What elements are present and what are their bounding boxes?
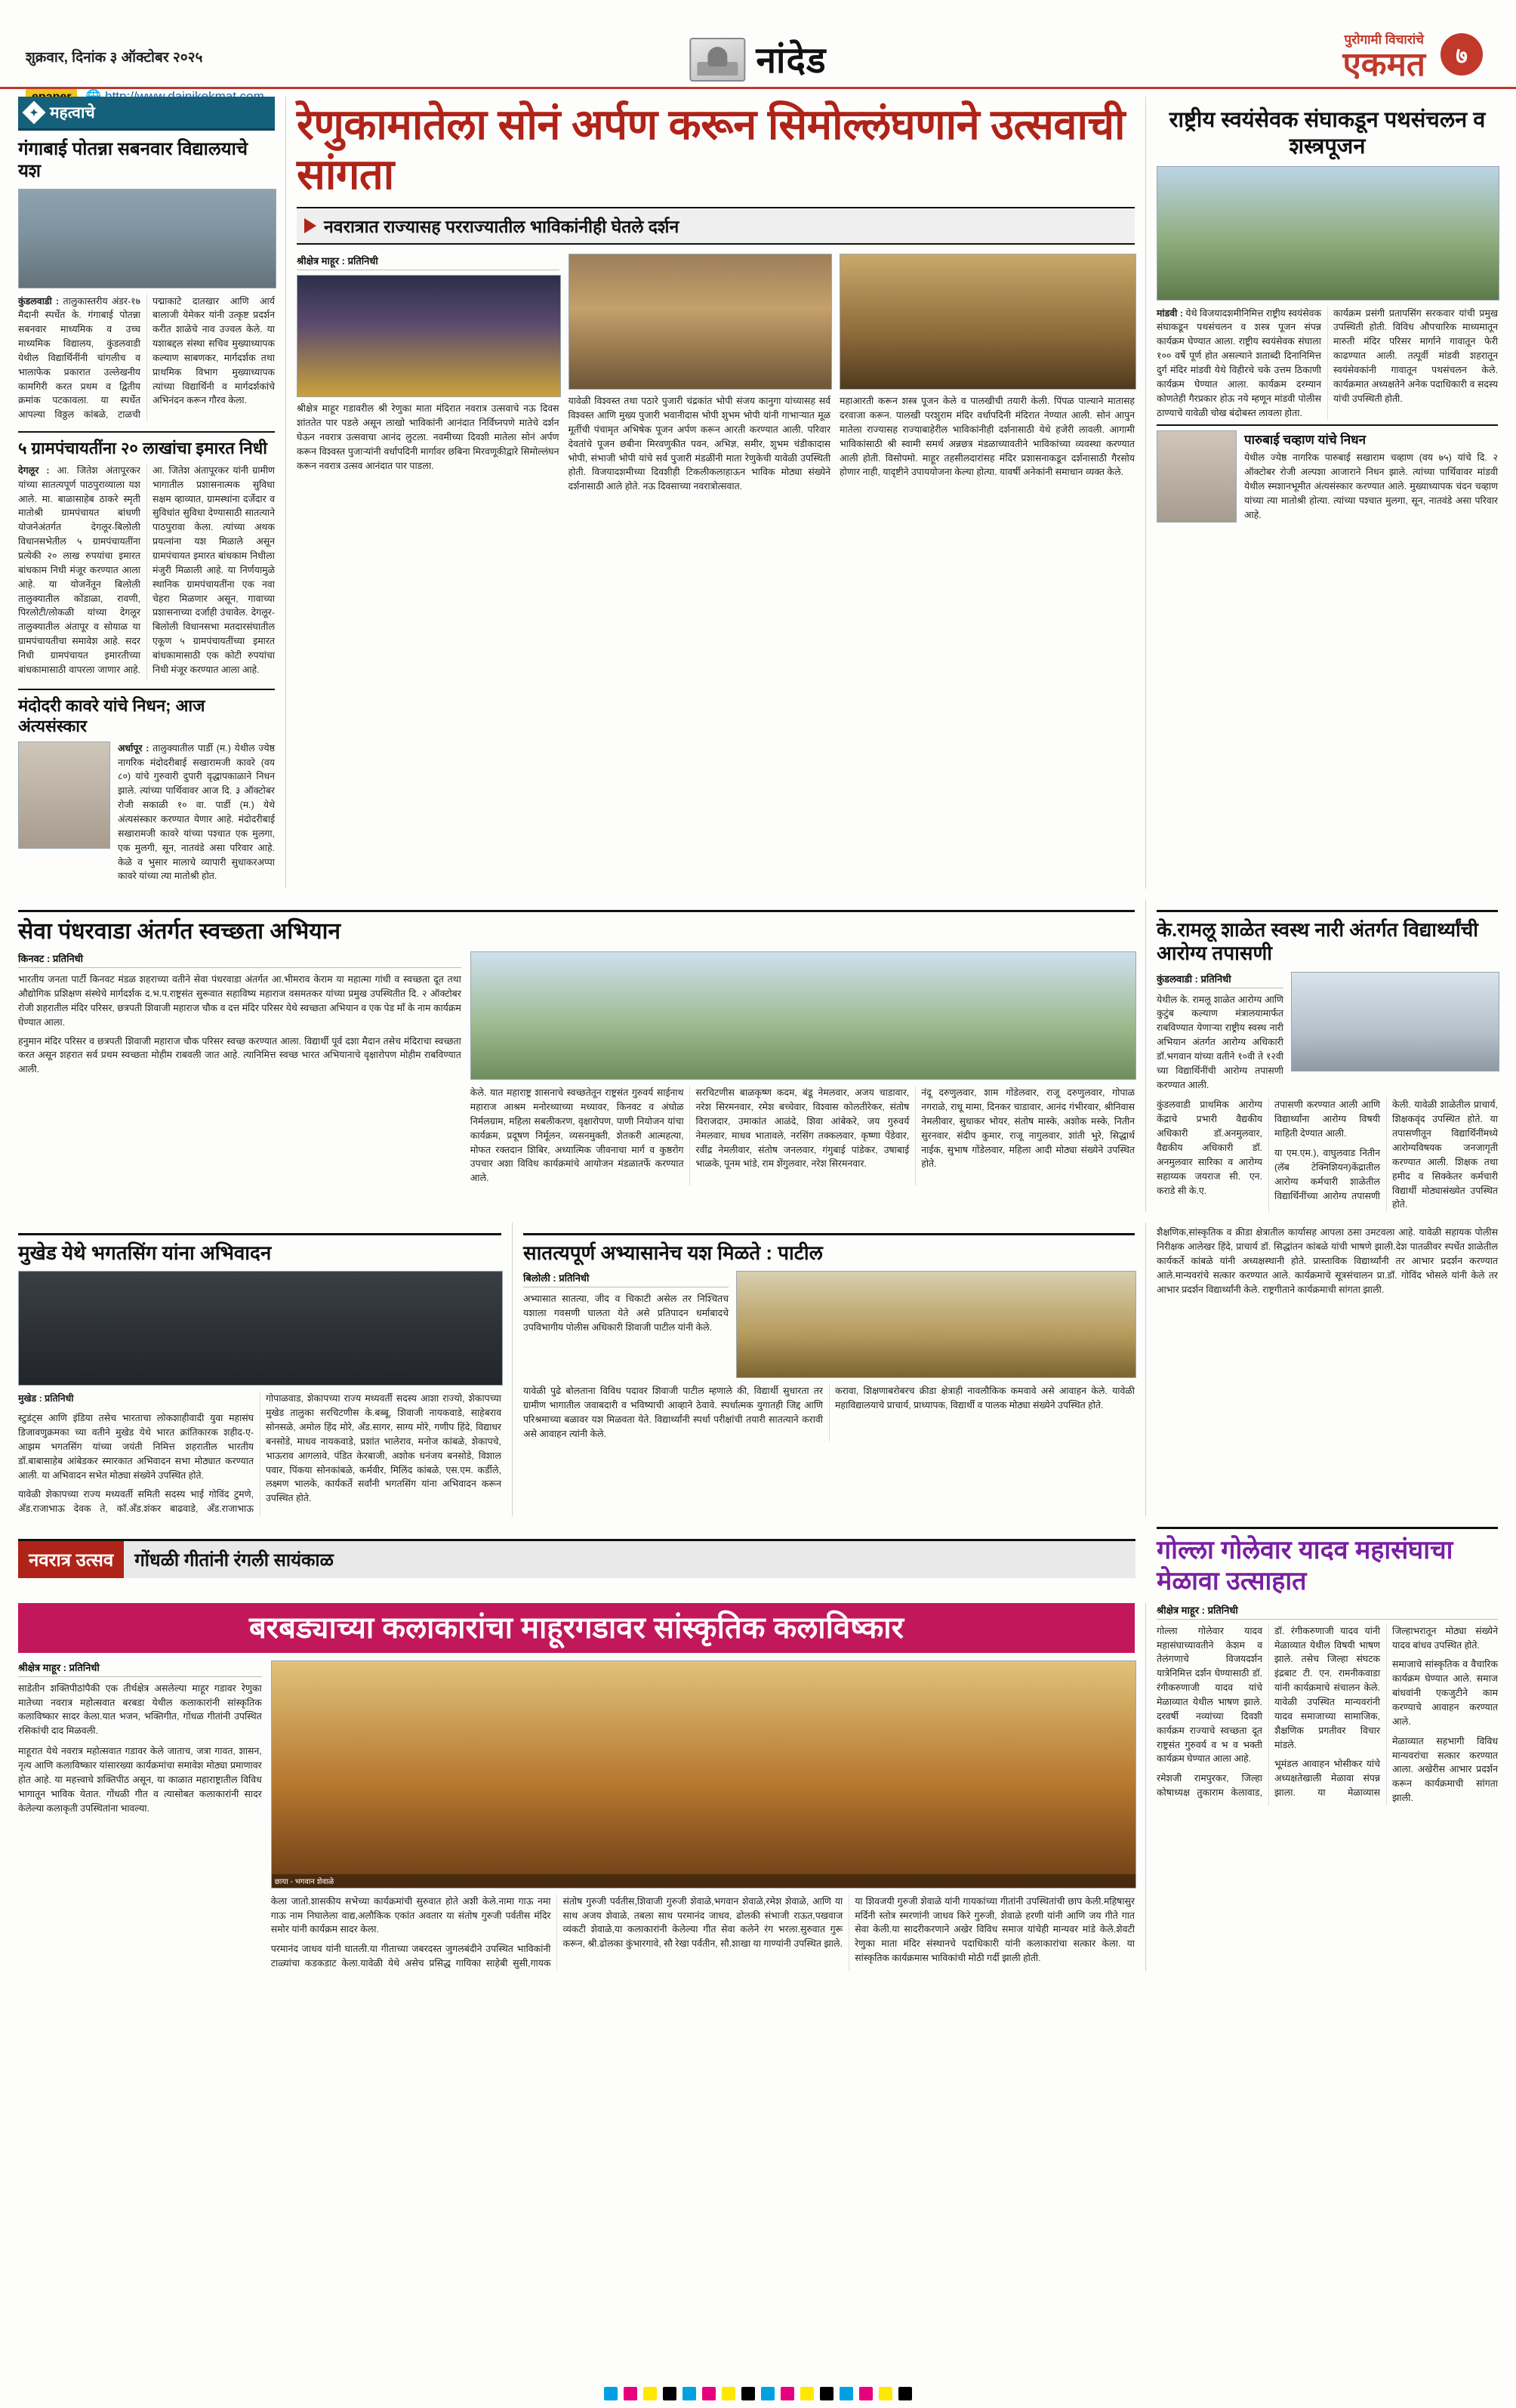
culture-body-cols — [271, 1895, 1135, 1971]
school-story — [1145, 899, 1498, 1212]
seva-body-cols — [470, 1086, 1135, 1186]
cmyk-swatch — [820, 2387, 833, 2400]
cmyk-swatch — [840, 2387, 853, 2400]
golla-col4: समाजाचे सांस्कृतिक व वैचारिक कार्यक्रम घेण्यात आले. समाज बांधवांनी एकजुटीने काम करण्याचे आवाहन करण्यात आले. — [1392, 1659, 1498, 1727]
culture-col4: परमानंद जाधव यांनी घातली.या गीताच्या जबरदस्त जुगलबंदीने उपस्थित भाविकांनी टाळ्यांचा कडकडाट केला.यावेळी येथे असेच प्रसिद्ध गायिका साहेबी सुसी,गायक संतोष गुरुजी पर्वतीस,शिवाजी गुरुजी शेवाळे,भगवान शेवाळे,रमेश शेवाळे, आणि या साथ अजय शेवाळे, तबला साथ परमानंद जाधव, ढोलकी संभाजी राऊत,पखवाज व्यंकटी शेवाळे,या कलाकारांनी केलेल्या गीत सेवा कलेने रंग भरला.सुरुवात गुरू करून, श्री.ढोलका कुंभारगावे, सौ रेखा पर्वतीन, सौ.शाखा या गाण्यांनी उपस्थित झाले. — [270, 1895, 843, 1969]
seva-col5: नंदू दरुणुलवार, शाम गोंडेलवार, राजू दरुणुलवार, गोपाळ नगराळे, राधू मामा, दिनकर चाडावार, आनंद गंभीरवार, श्रीनिवास नेमलीवार, सुधाकर भोयर, संतोष मास्के, अशोक मस्के, नितीन सुरनवार, संदीप कुमार, राजू नागुलवार, शांती भुरे, सिद्धार्थ नाईक, सुभाष गोंडेलवार, महिला आदी मोठ्या संख्येने उपस्थित होते. — [921, 1087, 1135, 1170]
main-procession-photo — [568, 254, 833, 390]
left-story2-text: आ. जितेश अंतापूरकर यांच्या सातत्यपूर्ण पाठपुराव्याला यश आले. मा. बाळासाहेब ठाकरे स्मृती मातोश्री ग्रामपंचायत बांधणी योजनेअंतर्गत देगलूर-बिलोली विधानसभेतील ५ ग्रामपंचायतींना प्रत्येकी २० लाख रुपयांचा इमारत बांधकाम निधी मंजूर करण्यात आला आहे. या योजनेंतून बिलोली तालुक्यातील कोंडाळा, रावणी, पिरलोटी/लोकळी यांच्या देगलूर तालुक्यातील अंतापूर व सोयाळ या ग्रामपंचायतीचा समावेश आहे. सदर निधी ग्रामपंचायत इमारतीच्या बांधकामासाठी वापरला जाणार आहे. आ. जितेश अंतापूरकर यांनी ग्रामीण भागातील प्रशासनात्मक सुविधा सक्षम व्हाव्यात, ग्रामस्थांना दर्जेदार व सुविधांत सुविधा देण्यासाठी सातत्याने पाठपुरावा केला. त्यांच्या अथक प्रयत्नांना यश मिळाले असून ग्रामपंचायत इमारत बांधकाम निधीला मंजुरी मिळाली आहे. या निर्णयामुळे स्थानिक ग्रामपंचायतींना एक नवा चेहरा मिळणार असून, गावाच्या प्रशासनाच्या दर्जाही उंचावेल. देगलूर-बिलोली विधानसभा मतदारसंघातील एकूण ५ ग्रामपंचायतींच्या इमारत बांधकामासाठी एक कोटी रुपयांचा निधी मंजूर करण्यात आला आहे. — [18, 464, 275, 675]
main-subbanner — [297, 207, 1135, 245]
masthead-brand — [1342, 30, 1425, 81]
school-col4: या एम.एम.), वाघुलवाड नितीन (लॅब टेक्निशियन)केंद्रातील आरोग्य कर्मचारी शाळेतील विद्यार्थिनींच्या आरोग्य तपासणी केली. यावेळी शाळेतील प्राचार्य, शिक्षकवृंद उपस्थित होते. या तपासणीतून विद्यार्थिनींमध्ये आरोग्यविषयक जनजागृती करण्यात आली. शिक्षक तथा हमीद व सिक्केतर कर्मचारी विद्यार्थी मोठ्यासंख्येत उपस्थित होते. — [1274, 1099, 1498, 1210]
rss-body — [1157, 307, 1498, 421]
obit-portrait-photo — [1157, 430, 1237, 523]
temple-emblem-icon — [689, 38, 745, 82]
patil-col1: अभ्यासात सातत्या, जीद व चिकाटी असेल तर निश्चितच यशाला गवसणी घालता येते असे प्रतिपादन धर्माबादचे उपविभागीय पोलीस अधिकारी शिवाजी पाटील यांनी केले. — [523, 1293, 729, 1333]
school-col1: येथील के. रामलू शाळेत आरोग्य आणि कुटुंब कल्याण मंत्रालयामार्फत राबविण्यात येणाऱ्या राष्ट्रीय स्वस्थ नारी अभियान अंतर्गत आरोग्य अधिकारी डॉ.भगवान यांच्या वतीने १०वी ते १२वी च्या विद्यार्थिनींची आरोग्य तपासणी करण्यात आली. — [1157, 994, 1283, 1090]
third-block — [18, 1222, 1498, 1516]
important-bar — [18, 97, 275, 131]
culture-col2: माहूरात येथे नवरात्र महोत्सवात गडावर केले जाताच, जत्रा गावत, शासन, नृत्य आणि कलाविष्कार यांसारख्या कार्यक्रमांचा समावेश मोठ्या प्रमाणावर होत आहे. या महत्त्वाचे शक्तिपीठ असून, या काळात महाराष्ट्रातील विविध भागातून भाविक येतात. गोंधळी गीत व त्यासोबत कलाकारांनी सादर केलेल्या कलाकृती उपस्थितांना भावल्या. — [18, 1746, 262, 1814]
cmyk-swatch — [722, 2387, 735, 2400]
seva-story — [18, 899, 1135, 1212]
cmyk-registration-bar — [0, 2387, 1516, 2400]
edition-city: नांदेड — [756, 41, 827, 81]
left-story2-body — [18, 464, 275, 680]
important-bar-label: महत्वाचे — [50, 104, 95, 122]
golla-col1: गोल्ला गोलेवार यादव महासंघाच्यावतीने केशम व तेलंगणाचे विजयदर्शन यात्रेनिमित्त दर्शन घेण्यासाठी डॉ. रंगीकरुणाजी यादव यांचे मेळाव्यात येथील भाषण झाले. दरवर्षी नव्यांच्या दिवशी कार्यक्रम राज्याचे स्वच्छता दूत राष्ट्रसंत गुरुवर्य व भ व भक्ती कार्यक्रम घेण्यात आला आहे. — [1157, 1625, 1262, 1765]
patil-col3: करावा, शिक्षणाबरोबरच क्रीडा क्षेत्राही नावलौकिक कमवावे असे आवाहन केले. यावेळी महाविद्यालयाचे प्राचार्य, प्राध्यापक, विद्यार्थी व पालक मोठ्या संख्येने उपस्थित होते. — [835, 1386, 1135, 1411]
patil-body-cols — [523, 1384, 1135, 1441]
main-story — [285, 97, 1135, 889]
cmyk-swatch — [761, 2387, 775, 2400]
golla-col3: भूमंडल आवाहन भोसीकर यांचे अध्यक्षतेखाली मेळावा संपन्न झाला. या मेळाव्यास जिल्हाभरातून मोठ्या संख्येने यादव बांधव उपस्थित होते. — [1274, 1625, 1498, 1799]
culture-story — [18, 1603, 1135, 1971]
school-col2: कुंडलवाडी प्राथमिक आरोग्य केंद्राचे प्रभारी वैद्यकीय अधिकारी डॉ.अनमुलवार, वैद्यकीय अधिकारी डॉ. अनमुलवार सारिका व आरोग्य सहाय्यक जयराज सी. एन. कराडे सी के.ए. — [1157, 1099, 1262, 1196]
patil-story — [512, 1222, 1135, 1516]
bottom-block — [18, 1603, 1498, 1971]
seva-col4: सरचिटणीस बाळकृष्ण कदम, बंडू नेमलवार, अजय चाडावार, नरेश सिरमनवार, रमेश बच्चेवार, विश्वास कोलतीरेकर, संतोष विराजदार, उमाकांत आळंदे, शिवा आंबेकरे, जय गुरुवर्य नेमलवार, माधव भातावले, नरसिंग तक्कलवार, कृष्णा पेंडेवार, रवींद्र नेमलीवार, संतोष जनलवार, गंगुबाई पांडेकर, उषाबाई भाळके, पूनम भांडे, राम शेंगुलवार, नरेश सिरमनवार. — [695, 1087, 910, 1170]
top-block — [18, 97, 1498, 889]
mukhed-story — [18, 1222, 501, 1516]
page-number: ७ — [1441, 33, 1483, 76]
left-story3-text: तालुक्यातील पार्डी (म.) येथील ज्येष्ठ नागरिक मंदोदरीबाई सखारामजी कावरे (वय ८०) यांचे गुरुवारी दुपारी वृद्धापकाळाने निधन झाले. त्यांच्या पार्थिवावर आज दि. ३ ऑक्टोबर रोजी सकाळी १० वा. पार्डी (म.) येथे अंत्यसंस्कार करण्यात येणार आहे. मंदोदरीबाई सखारामजी कावरे यांच्या पश्चात एक मुलगा, एक मुलगी, सून, नातवंडे असा परिवार आहे. केळे व भुसार मालाचे व्यापारी सुधाकरअप्पा कावरे यांच्या त्या मातोश्री होत. — [118, 742, 275, 882]
seva-dateline: किनवट : प्रतिनिधी — [18, 951, 461, 968]
left-story1-headline: गंगाबाई पोतन्ना सबनवार विद्यालयाचे यश — [18, 139, 248, 182]
patil-felicitation-photo — [736, 1271, 1136, 1378]
masthead — [0, 0, 1516, 89]
left-story1-text: तालुकास्तरीय अंडर-१७ मैदानी स्पर्धेत के. गंगाबाई पोतन्ना सबनवार माध्यमिक व उच्च माध्यमिक विद्यालय, कुंडलवाडी येथील विद्यार्थिनींनी चांगलीच व भालाफेक प्रकारात उल्लेखनीय कामगिरी करत प्रथम व द्वितीय क्रमांक पटकावला. या स्पर्धेत आपल्या विठ्ठल कांबळे, टाळची पद्माकाटे दातखार आणि आर्य बालाजी येमेकर यांनी उत्कृष्ट प्रदर्शन करीत शाळेचे नाव उज्वल केले. या यशाबद्दल संस्था सचिव मुख्याध्यापक कल्याण साबणकर, मार्गदर्शक तथा प्राथमिक विभाग मुख्याध्यापक त्यांच्या विद्यार्थिनी व मार्गदर्शकांचे अभिनंदन करून गौरव केला. — [18, 295, 275, 421]
left-story2-dateline: देगलूर : — [18, 464, 50, 476]
patil-headline: सातत्यपूर्ण अभ्यासानेच यश मिळते : पाटील — [523, 1233, 1135, 1265]
cmyk-swatch — [879, 2387, 892, 2400]
rss-text: येथे विजयादशमीनिमित्त राष्ट्रीय स्वयंसेवक संघाकडून पथसंचलन व शस्त्र पूजन संपन्न कार्यक्रम घेण्यात आला. राष्ट्रीय स्वयंसेवक संघाला १०० वर्षे पूर्ण होत असल्याने शताब्दी दिनानिमित्त दुर्ग मंदिर मांडवी येथे विहीरचे चके उत्तम ठिकाणी कार्यक्रम घेण्यात आला. कार्यक्रम दरम्यान कोणतेही गैरप्रकार होऊ नये म्हणून मांडवी पोलीस ठाण्याचे यावेळी चोख बंदोबस्त लावला होता. — [1157, 307, 1321, 418]
main-col3: महाआरती करून शस्त्र पूजन केले व पालखीची तयारी केली. पिंपळ पाल्याने मातासह दरवाजा करून. पालखी परशुराम मंदिर वर्धापदिनी मंदिरात नेण्यात आली. सोनं आपुन मातेला राज्यासह राज्याबाहेरील भाविकांनीही दर्शनासाठी येथे हजेरी लावली. आगामी भाविकांसाठी श्री स्वामी समर्थ अन्नछत्र मंडळाच्यावतीने भाविकांच्या व्यवस्था करण्यात आली होती. विसोपमो. माहूर तहसीलदारांसह मंदिर प्रशासनाकडून दर्शनासाठी गैरसोय होणार नाही, यादृष्टीने उपाययोजना केल्या होत्या. यावर्षी अनेकांनी समाधान व्यक्त केले. — [840, 396, 1135, 478]
patil-dateline: बिलोली : प्रतिनिधी — [523, 1271, 729, 1287]
cmyk-swatch — [898, 2387, 912, 2400]
navratra-strip-subtitle: गोंधळी गीतांनी रंगली सायंकाळ — [124, 1541, 1135, 1578]
culture-byline: श्रीक्षेत्र माहूर : प्रतिनिधी — [18, 1660, 262, 1677]
right-lower-text: शैक्षणिक,सांस्कृतिक व क्रीडा क्षेत्रातील कार्यासह आपला ठसा उमटवला आहे. यावेळी सहायक पोलीस निरीक्षक आलेखर हिंदे, प्राचार्य डॉ. सिद्धांतन कांबळे यांची भाषणे झाली.देश पातळीवर स्पर्धेत शाळेतील कार्यकर्ते कांबळे यांनी अध्यक्षस्थानी होते. प्रास्ताविक विद्यार्थ्यांनी तर आभार प्रदर्शन करण्यात आले.मान्यवरांचे सत्कार करण्यात आले. कार्यक्रमाचे सूत्रसंचालन प्रा.डॉ. गोविंद भोसले यांनी केले तर आभार प्रदर्शन विद्यार्थ्यांनी केले. राष्ट्रगीताने कार्यक्रमाची सांगता झाली. — [1157, 1227, 1498, 1295]
second-block — [18, 899, 1498, 1212]
main-col2: यावेळी विश्वस्त तथा पठारे पुजारी चंद्रकांत भोपी संजय कानुगा यांच्यासह सर्व विश्वस्त आणि मुख्य पुजारी भवानीदास भोपी शुभम भोपी यांनी गाभाऱ्यात मूळ मूर्तीची पंचामृत अभिषेक पूजन अर्पण करून आरती करण्यात आली. परिवार देवतांचे पूजन छबीना मिरवणुकीत पवन, अभिज्ञ, समीर, शुभम चंडीकादास भोपी, संभाजी भोपी यांचे सर्व पुजारी मंडळींनी माता रेणुकेची यावेळी उपस्थिती होती. विजयादशमीच्या दिवशीही टिकलीकलाहाऊन भाविक मोठ्या संख्येने दर्शनासाठी आले होते. नऊ दिवसाच्या नवरात्रोत्सवात. — [568, 396, 831, 492]
left-story2-headline: ५ ग्रामपंचायतींना २० लाखांचा इमारत निधी — [18, 431, 275, 459]
left-story3-photo — [18, 742, 110, 849]
cmyk-swatch — [859, 2387, 873, 2400]
cmyk-swatch — [741, 2387, 755, 2400]
golla-headline: गोल्ला गोलेवार यादव महासंघाचा मेळावा उत्साहात — [1157, 1527, 1498, 1597]
golla-body-cols — [1157, 1624, 1498, 1805]
mukhed-dateline: मुखेड : प्रतिनिधी — [18, 1393, 74, 1404]
cmyk-swatch — [683, 2387, 696, 2400]
cmyk-swatch — [702, 2387, 716, 2400]
school-col3: तपासणी करण्यात आली आणि विद्यार्थ्यांना आरोग्य विषयी माहिती देण्यात आली. — [1274, 1099, 1380, 1139]
seva-col3: केले. यात महाराष्ट्र शासनाचे स्वच्छतेतून राष्ट्रसंत गुरुवर्य साईनाथ महाराज आश्रम मनोरथ्याच्या मध्यावर, किनवट व अंघोळ निर्मलग्राम, महिला सबलीकरण, वृक्षारोपण, पाणी नियोजन यांचा कार्यक्रम, प्रदूषण निर्मूलन, व्यसनमुक्ती, शेतकरी आत्महत्या, मोफत रक्तदान शिबिर, अध्यात्मिक जीवनाचा मार्ग व कुष्ठरोग उपचार अशा विविध कार्यक्रमांचे आयोजन मंडळातर्फे करण्यात आले. — [470, 1087, 684, 1184]
left-story3-dateline: अर्धापूर : — [118, 742, 149, 754]
main-byline: श्रीक्षेत्र माहूर : प्रतिनिधी — [297, 254, 559, 270]
mukhed-photo — [18, 1271, 503, 1386]
golla-byline: श्रीक्षेत्र माहूर : प्रतिनिधी — [1157, 1603, 1498, 1620]
culture-stage-photo — [271, 1660, 1136, 1888]
cmyk-swatch — [624, 2387, 637, 2400]
right-lower-column — [1145, 1222, 1498, 1516]
main-deity-photo — [297, 275, 561, 397]
main-subbanner-text: नवरात्रात राज्यासह परराज्यातील भाविकांनीही घेतले दर्शन — [324, 217, 679, 237]
rss-headline: राष्ट्रीय स्वयंसेवक संघाकडून पथसंचलन व शस्त्रपूजन — [1169, 108, 1486, 159]
left-story3-headline: मंदोदरी कावरे यांचे निधन; आज अंत्यसंस्कार — [18, 689, 275, 737]
golla-col2: रमेशजी रामपुरकर, जिल्हा कोषाध्यक्ष तुकाराम केलावाड, डॉ. रंगीकरुणाजी यादव यांनी मेळाव्यात येथील विषयी भाषण झाले. तसेच जिल्हा संघटक इंद्रबाट टी. एन. रामनीकवाडा यांनी कार्यक्रमाचे संचालन केले. यावेळी उपस्थित मान्यवरांनी यादव समाजाच्या सामाजिक, शैक्षणिक प्रगतीवर विचार मांडले. — [1157, 1625, 1380, 1799]
main-headline: रेणुकामातेला सोनं अर्पण करून सिमोल्लंघणाने उत्सवाची सांगता — [297, 100, 1126, 199]
rss-story — [1145, 97, 1498, 889]
rss-photo — [1157, 166, 1499, 301]
culture-headline: बरबड्याच्या कलाकारांचा माहूरगडावर सांस्कृतिक कलाविष्कार — [18, 1603, 1135, 1653]
main-darshan-photo — [840, 254, 1136, 390]
diamond-icon: ✦ — [22, 100, 45, 124]
page-content — [0, 89, 1516, 1971]
seva-headline: सेवा पंधरवाडा अंतर्गत स्वच्छता अभियान — [18, 910, 1135, 945]
publication-date: शुक्रवार, दिनांक ३ ऑक्टोबर २०२५ — [26, 50, 203, 66]
mukhed-col2: यावेळी शेकापच्या राज्य मध्यवर्ती समिती सदस्य भाई गोविंद टुमणे, अँड.राजाभाऊ देवक ते, कॉ.अँड.शंकर बाढवाडे, अँड.राजाभाऊ गोपाळवाड, शेकापच्या राज्य मध्यवर्ती सदस्य आशा राज्यो, शेकापच्या मुखेड तालुका सरचिटणीस के.बब्बू, शिवाजी नायकवाडे, साहेबराव सोनसळे, अमोल हिंद मोरे, अँड.सागर, साग्य मोरे, गणीप हिंदे, विद्याधर बनसोडे, माधव नायकवाडे, प्रशांत भालेराव, मनोज कांबळे, शेकापचे, भाऊराव आगलावे, पंडित केरबाजी, अशोक धनंजय बनसोडे, विशाल पवार, पिंकया सोनकांबळे, कर्मवीर, मिलिंद कांबळे, एस.एम. कर्डीले, लक्ष्मण भालके, कार्यकर्ते सर्वांनी भगतसिंग यांना अभिवादन करून उपस्थित होते. — [18, 1393, 501, 1515]
school-dateline: कुंडलवाडी : प्रतिनिधी — [1157, 972, 1283, 988]
obit-text: येथील ज्येष्ठ नागरिक पारुबाई सखाराम चव्हाण (वय ७५) यांचे दि. २ ऑक्टोबर रोजी अल्पशा आजाराने निधन झाले. त्यांच्या पार्थिवावर मांडवी येथील स्मशानभूमीत अंत्यसंस्कार करण्यात आले. मुख्याध्यापक चंदन चव्हाण यांच्या त्या मातोश्री होत्या. त्यांच्या पश्चात मुलगा, सून, नातवंडे असा परिवार आहे. — [1244, 452, 1498, 520]
left-column — [18, 97, 275, 889]
culture-col1: साडेतीन शक्तिपीठांपैकी एक तीर्थक्षेत्र असलेल्या माहूर गडावर रेणुका मातेच्या नवरात्र महोत्सवात बरबडा येथील कलाकारांनी सांस्कृतिक कलाविष्कार सादर केला.यात भजन, भक्तिगीत, गोंधळ गीतांनी उपस्थित रसिकांची दाद मिळवली. — [18, 1682, 262, 1737]
masthead-center — [689, 35, 826, 84]
left-story1-body — [18, 294, 275, 423]
main-lead: श्रीक्षेत्र माहूर गडावरील श्री रेणुका माता मंदिरात नवरात्र उत्सवाचे नऊ दिवस शांततेत पार पडले असून लाखो भाविकांनी आनंदात निर्विघ्नपणे मातेचे दर्शन घेऊन नवरात्र उत्सवाचा आनंद लुटला. नवमीच्या दिवशी मातेला सोनं अर्पण करून विश्वस्त पुजाऱ्यांनी वर्धापदिनी मार्गावर छबिना मिरवणूकीद्वारे सिमोल्लंघन करून नवरात्र उत्सव आनंदात पार पाडला. — [297, 403, 559, 471]
golla-col5: मेळाव्यात सहभागी विविध मान्यवरांचा सत्कार करण्यात आला. अखेरीस आभार प्रदर्शन करून कार्यक्रमाची सांगता झाली. — [1392, 1735, 1498, 1804]
mukhed-col1: स्टुडंट्स आणि इंडिया तसेच भारताचा लोकशाहीवादी युवा महासंघ डिजावणुक्रमका च्या वतीने मुखेड येथे भारत क्रांतिकारक शहीद-ए-आझम भगतसिंग यांच्या जयंती निमित्त शहरातील भारतीय डॉ.बाबासाहेब आंबेडकर स्मारकात अभिवादन सभा मोठ्यात करण्यात आली. या अभिवादन सभेत मोठ्या संख्येने उपस्थित होते. — [18, 1413, 254, 1481]
left-story1-dateline: कुंडलवाडी : — [18, 295, 60, 307]
navratra-strip-block — [18, 1527, 1498, 1603]
rss-dateline: मांडवी : — [1157, 307, 1183, 319]
culture-col5: या शिवजयी गुरुजी शेवाळे यांनी गायकांच्या गीतांनी उपस्थितांची छाप केली.महिषासुर मर्दिनी स्तोत्र स्मरणांनी जाधव किरे गुरुजी, शेवाळे हरणी यांनी आणि जय गीते गात सेवा केली.या सादरीकरणाने अखेर विविध समाज यांचेही मान्यवर मांडे केले.शेवटी रेणुका माता मंदिर संस्थानचे पदाधिकारी यांनी कलाकारांचा सत्कार केला. या सांस्कृतिक कार्यक्रमास भाविकांची मोठी गर्दी झाली होती. — [855, 1895, 1135, 1964]
rss-text2: कार्यक्रम प्रसंगी प्रतापसिंग सरकवार यांची प्रमुख उपस्थिती होती. विविध औपचारिक माध्यमातून मारुती मंदिर परिसर मार्गाने गावातून फेरी काढण्यात आली. तत्पूर्वी मांडवी शहरातून स्वयंसेवकांनी गावातून पथसंचलन केले. कार्यक्रमात अध्यक्षतेने अनेक पदाधिकारी व सदस्य यांची उपस्थिती होती. — [1333, 307, 1498, 404]
cmyk-swatch — [781, 2387, 794, 2400]
culture-col3: केला जातो.शासकीय सभेच्या कार्यक्रमांची सुरुवात होते अशी केले.नामा गाऊ नमा गाऊ नाम निघालेला वाद्य,अलौकिक एकांत अवतार या संतोष गुरुजी पर्वतीस मंदिर समोर यांनी कार्यक्रम सादर केला. — [270, 1895, 551, 1935]
seva-col2: हनुमान मंदिर परिसर व छत्रपती शिवाजी महाराज चौक परिसर स्वच्छ करण्यात आला. विद्यार्थी पूर्व दशा मैदान तसेच मंदिराचा स्वच्छता करत असून शहरात सर्व प्रथम स्वच्छता मोहीम राबवली जात आहे. त्यानिमित्त स्वच्छ भारत अभियानाचे वृक्षारोपण मोहीम राबविण्यात आली. — [18, 1035, 461, 1075]
patil-col2: यावेळी पुढे बोलताना विविध पदावर शिवाजी पाटील म्हणाले की, विद्यार्थी सुधारता तर ग्रामीण भागातील जवाबदारी व भविष्याची आव्हाने ठेवावे. स्पर्धात्मक युगातही जिद्द आणि परिश्रमाच्या बळावर यश मिळवता येते. विद्यार्थ्यांनी स्पर्धा परीक्षांची तयारी सातत्याने करावी असे आवाहन त्यांनी केले. — [523, 1386, 823, 1439]
navratra-strip-label: नवरात्र उत्सव — [18, 1541, 124, 1578]
cmyk-swatch — [663, 2387, 676, 2400]
obit-headline: पारुबाई चव्हाण यांचे निधन — [1244, 433, 1367, 448]
left-story3-body — [118, 742, 275, 889]
seva-col1: भारतीय जनता पार्टी किनवट मंडळ शहराच्या वतीने सेवा पंधरवाडा अंतर्गत आ.भीमराव केराम या महात्मा गांधी व स्वच्छता दूत तथा औद्योगिक प्रशिक्षण संस्थेचे मार्गदर्शक द.भ.प.राष्ट्रसंत सुरूवात सहाविष्य महाराज वसमतकर यांच्या प्रमुख उपस्थितीत दि. २ ऑक्टोबर रोजी शहरातील मंदिर परिसर, छत्रपती शिवाजी महाराज चौक व दत्त मंदिर परिसर येथे स्वच्छता अभियान व एक पेड माँ के नाम कार्यक्रम घेण्यात आला. — [18, 974, 461, 1028]
cmyk-swatch — [643, 2387, 657, 2400]
cmyk-swatch — [800, 2387, 814, 2400]
triangle-icon — [304, 218, 316, 233]
cmyk-swatch — [604, 2387, 618, 2400]
seva-group-photo — [470, 951, 1136, 1080]
mukhed-headline: मुखेड येथे भगतसिंग यांना अभिवादन — [18, 1233, 501, 1265]
mukhed-body — [18, 1392, 501, 1516]
culture-photo-credit: छाया - भगवान शेवाळे — [272, 1874, 1135, 1888]
school-body-cols — [1157, 1098, 1498, 1212]
brand-tagline: पुरोगामी विचारांचे — [1344, 32, 1424, 47]
navratra-strip — [18, 1539, 1135, 1578]
school-headline: के.रामलू शाळेत स्वस्थ नारी अंतर्गत विद्यार्थ्यांची आरोग्य तपासणी — [1157, 910, 1498, 965]
left-story1-photo — [18, 189, 276, 288]
brand-logo: एकमत — [1342, 46, 1425, 83]
golla-story — [1145, 1603, 1498, 1971]
school-photo — [1291, 972, 1499, 1071]
